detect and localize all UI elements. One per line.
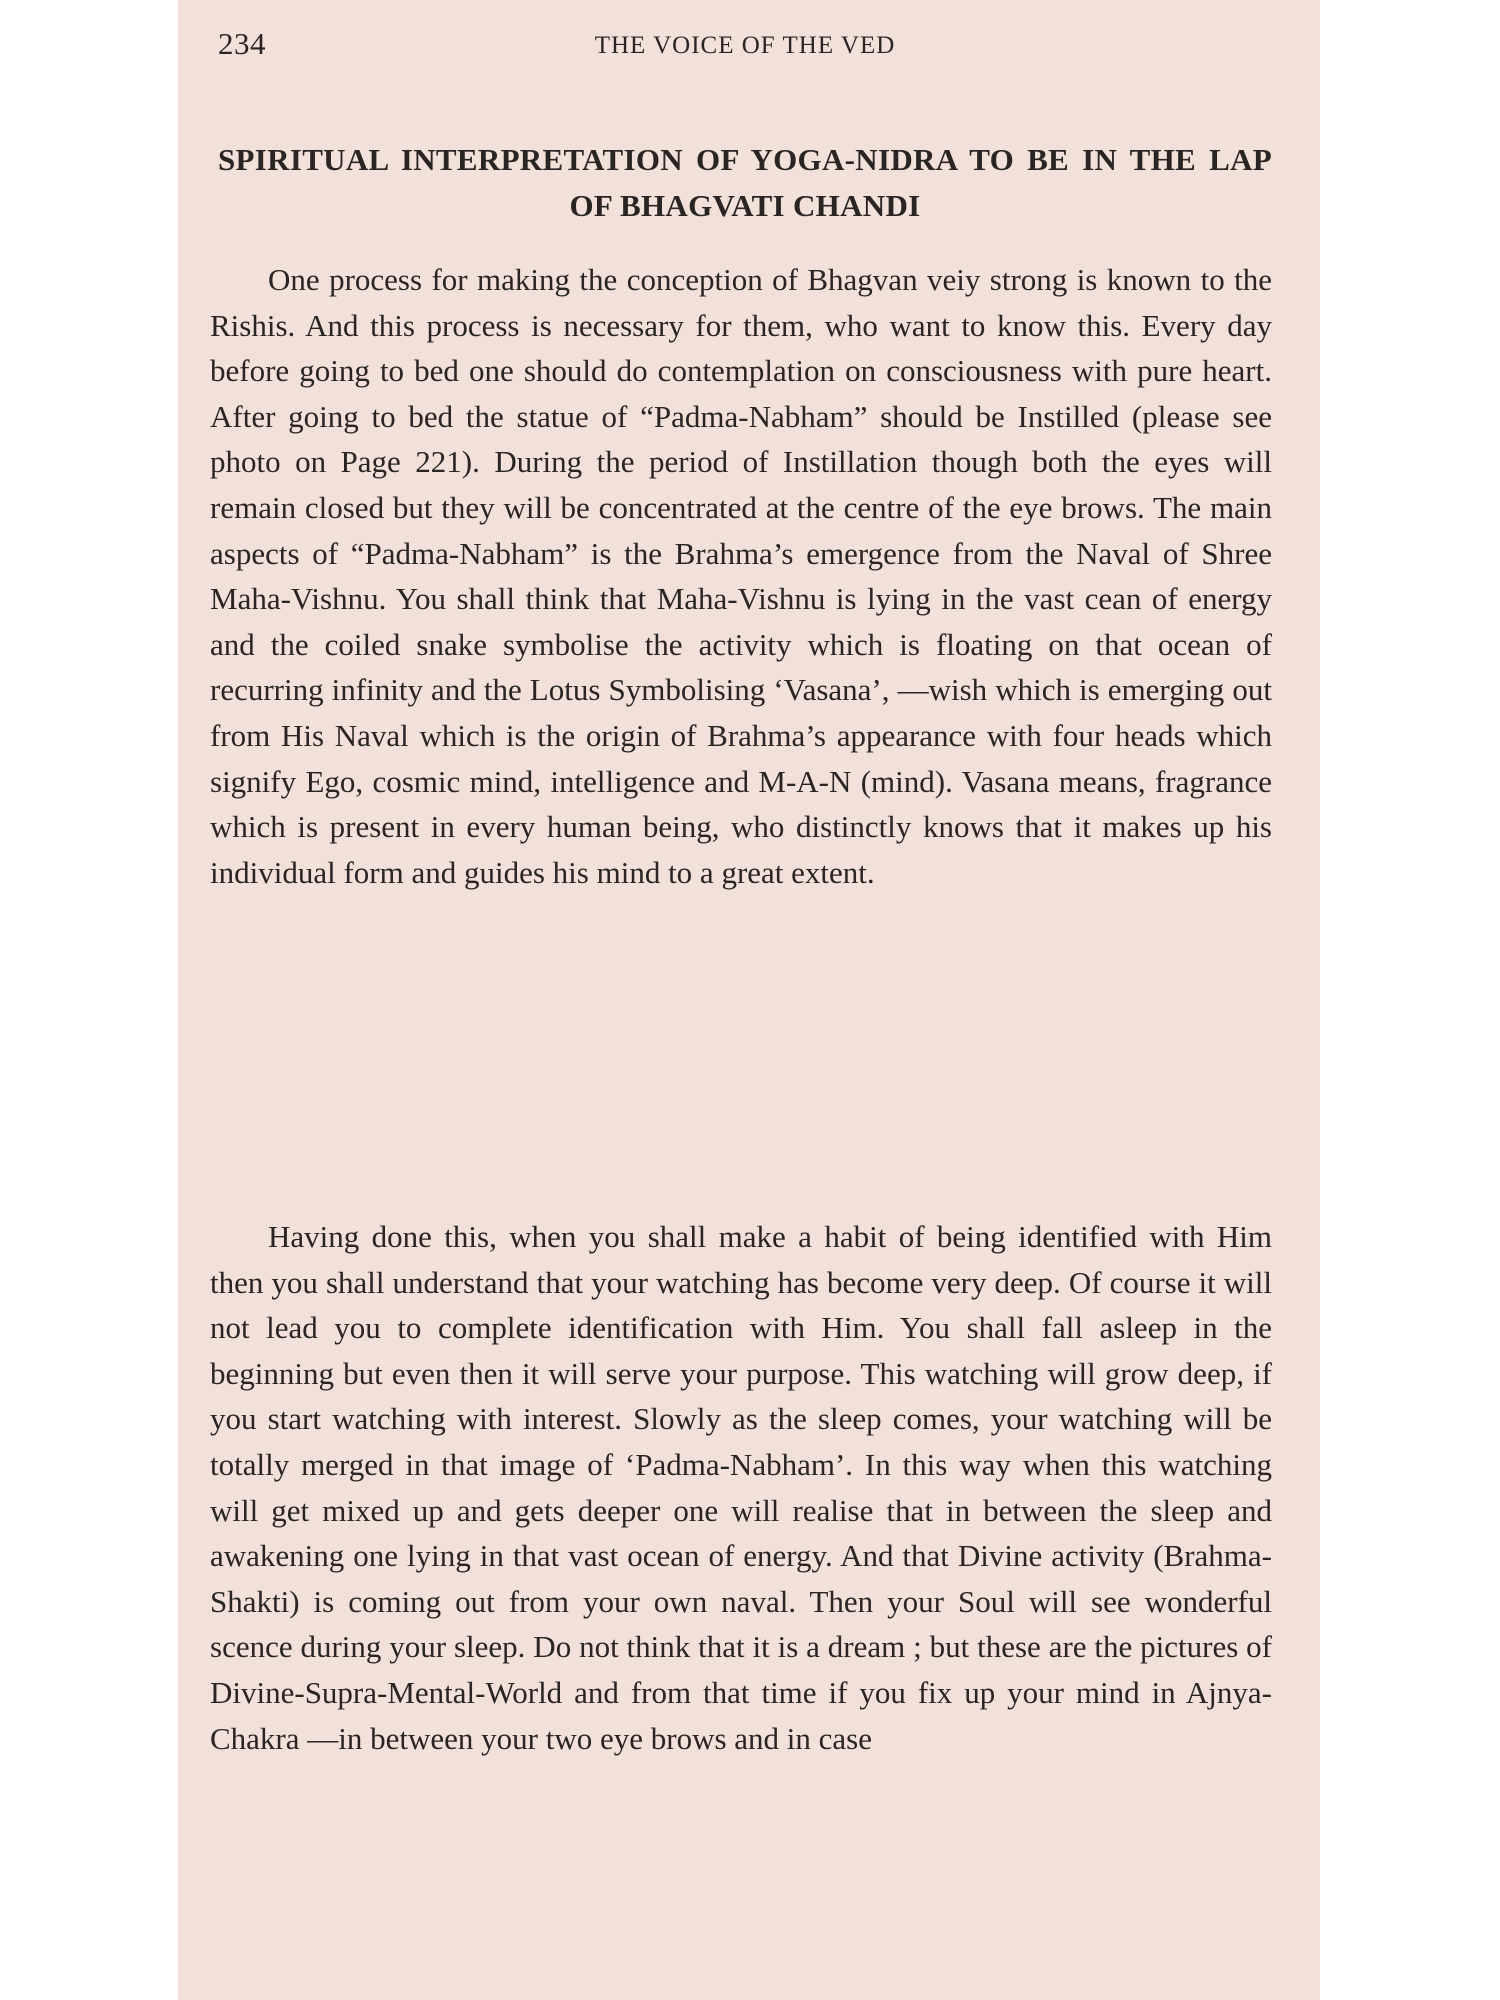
chapter-heading: SPIRITUAL INTERPRETATION OF YOGA-NIDRA TO BE IN THE LAP OF BHAGVATI CHANDI	[218, 141, 1272, 223]
book-page	[178, 0, 1320, 2000]
page-number: 234	[218, 26, 266, 61]
running-head-title: THE VOICE OF THE VED	[594, 32, 896, 59]
page-header	[218, 26, 1272, 66]
body-paragraph-1: One process for making the conception of Bhagvan veiy strong is known to the Rishis. And this process is necessary for them, who want to know this. Every day before going to bed one should do contemplation on consciousness with pure heart. After going to bed the statue of “Padma-Nabham” should be Instilled (please see photo on Page 221). During the period of Instillation though both the eyes will remain closed but they will be concentrated at the centre of the eye brows. The main aspects of “Padma-Nabham” is the Brahma’s emergence from the Naval of Shree Maha-Vishnu. You shall think that Maha-Vishnu is lying in the vast cean of energy and the coiled snake symbolise the activity which is floating on that ocean of recurring infinity and the Lotus Symbolising ‘Vasana’, —wish which is emerging out from His Naval which is the origin of Brahma’s appearance with four heads which signify Ego, cosmic mind, intelligence and M-A-N (mind). Vasana means, fragrance which is present in every human being, who distinctly knows that it makes up his individual form and guides his mind to a great extent.	[210, 262, 1272, 890]
body-paragraph-2: Having done this, when you shall make a habit of being identified with Him then you shall understand that your watching has become very deep. Of course it will not lead you to complete identification with Him. You shall fall asleep in the beginning but even then it will serve your purpose. This watching will grow deep, if you start watching with interest. Slowly as the sleep comes, your watching will be totally merged in that image of ‘Padma-Nabham’. In this way when this watching will get mixed up and gets deeper one will realise that in between the sleep and awakening one lying in that vast ocean of energy. And that Divine activity (Brahma-Shakti) is coming out from your own naval. Then your Soul will see wonderful scence during your sleep. Do not think that it is a dream ; but these are the pictures of Divine-Supra-Mental-World and from that time if you fix up your mind in Ajnya-Chakra —in between your two eye brows and in case	[210, 1219, 1272, 1756]
